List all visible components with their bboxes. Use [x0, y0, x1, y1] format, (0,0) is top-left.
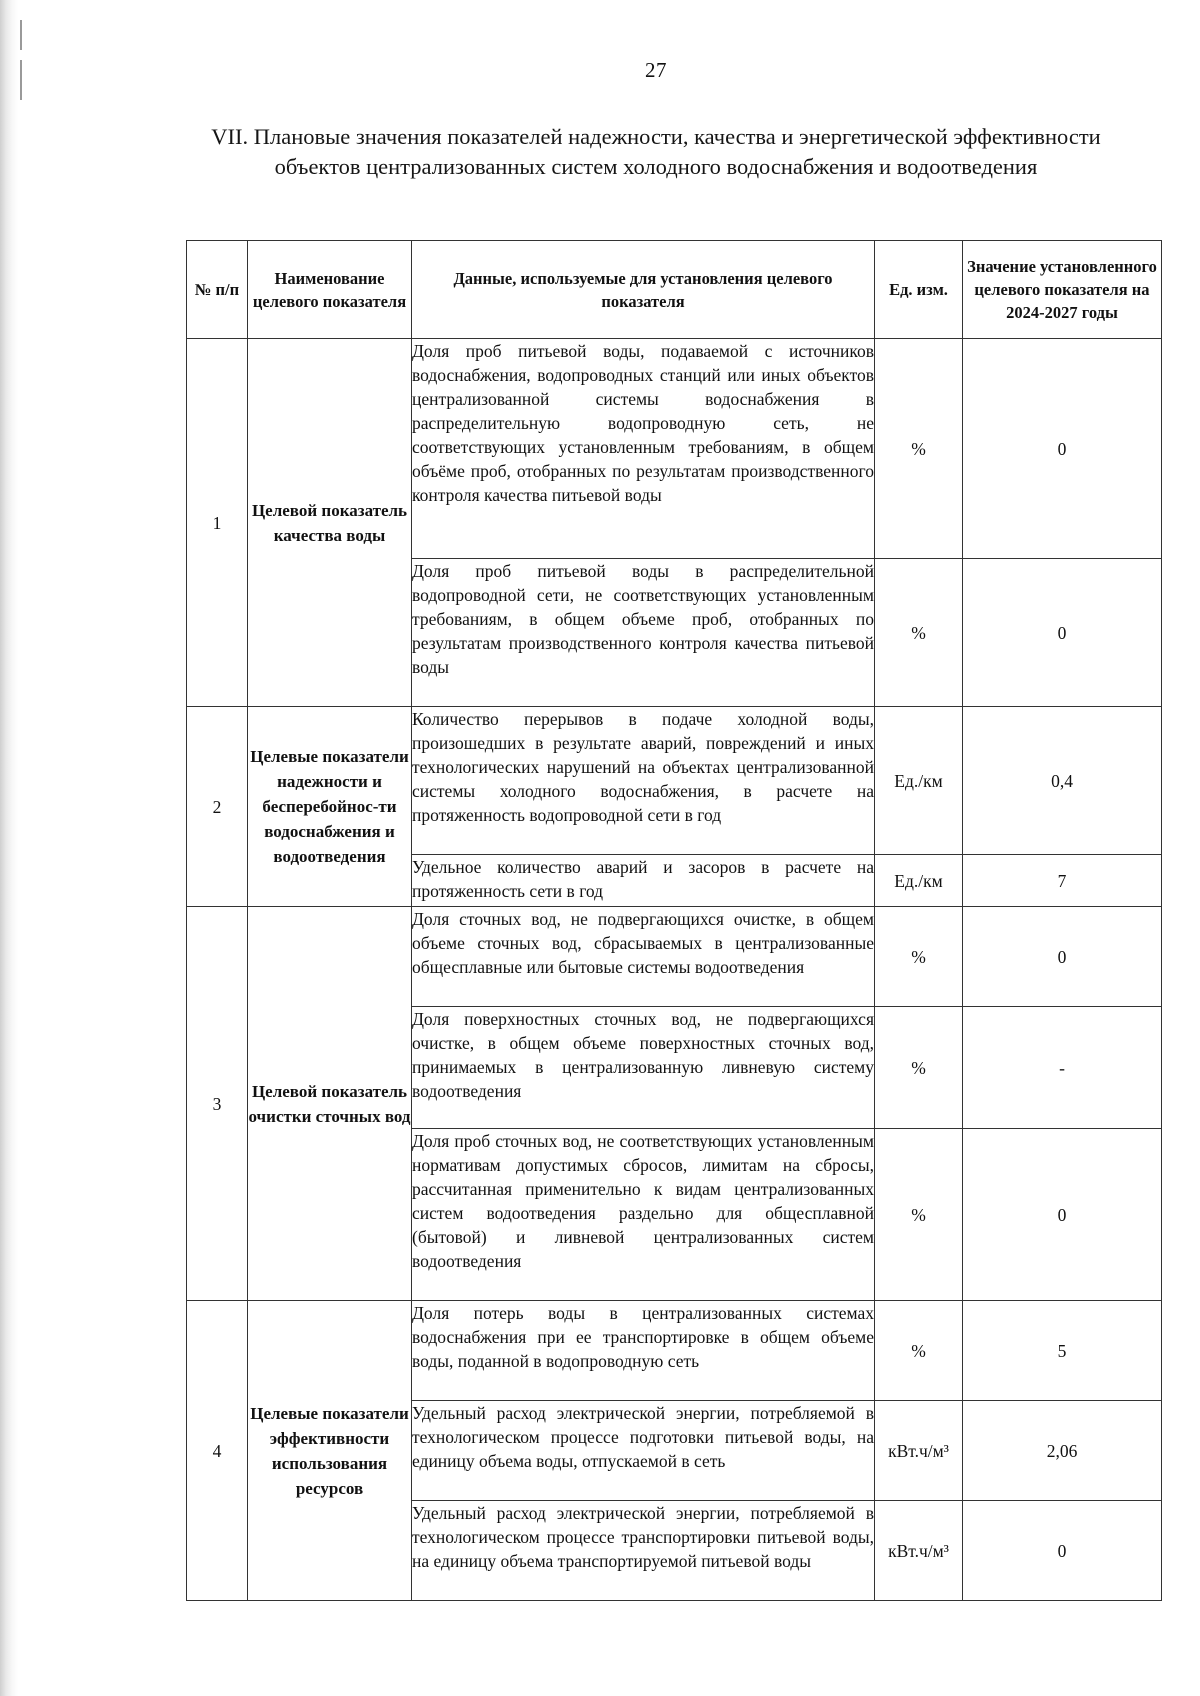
group-2-name: Целевые показатели надежности и бесперебойнос-ти водоснабжения и водоотведения [248, 707, 412, 907]
row-3-1-value: 0 [963, 907, 1162, 1007]
group-1-number: 1 [187, 339, 248, 707]
row-2-1-description: Количество перерывов в подаче холодной воды, произошедших в результате аварий, повреждений и иных технологических нарушений на объектах централизованной системы холодного водоснабжения, в расчете на протяженность водопроводной сети в год [412, 707, 875, 855]
header-data: Данные, используемые для установления целевого показателя [412, 241, 875, 339]
row-4-2-unit: кВт.ч/м³ [875, 1401, 963, 1501]
row-1-2-description: Доля проб питьевой воды в распределительной водопроводной сети, не соответствующих установленным требованиям, в общем объеме проб, отобранных по результатам производственного контроля качества питьевой воды [412, 559, 875, 707]
row-1-2-value: 0 [963, 559, 1162, 707]
group-4-name: Целевые показатели эффективности использования ресурсов [248, 1301, 412, 1601]
page-number: 27 [645, 58, 667, 82]
row-1-1-value: 0 [963, 339, 1162, 559]
row-2-2-description: Удельное количество аварий и засоров в расчете на протяженность сети в год [412, 855, 875, 907]
group-1-name: Целевой показатель качества воды [248, 339, 412, 707]
row-3-2-description: Доля поверхностных сточных вод, не подвергающихся очистке, в общем объеме поверхностных сточных вод, принимаемых в централизованную ливневую систему водоотведения [412, 1007, 875, 1129]
header-unit: Ед. изм. [875, 241, 963, 339]
row-4-1-unit: % [875, 1301, 963, 1401]
row-2-2-value: 7 [963, 855, 1162, 907]
row-4-3-description: Удельный расход электрической энергии, потребляемой в технологическом процессе транспортировки питьевой воды, на единицу объема транспортируемой питьевой воды [412, 1501, 875, 1601]
header-name: Наименование целевого показателя [248, 241, 412, 339]
row-4-3-unit: кВт.ч/м³ [875, 1501, 963, 1601]
group-2-number: 2 [187, 707, 248, 907]
row-4-1-value: 5 [963, 1301, 1162, 1401]
table-row [187, 907, 1162, 1007]
table-row [187, 339, 1162, 559]
row-4-2-value: 2,06 [963, 1401, 1162, 1501]
row-4-3-value: 0 [963, 1501, 1162, 1601]
row-2-1-unit: Ед./км [875, 707, 963, 855]
scan-artifact-mark [20, 20, 22, 50]
row-3-3-unit: % [875, 1129, 963, 1301]
section-title: VII. Плановые значения показателей надежности, качества и энергетической эффективности объектов централизованных систем холодного водоснабжения и водоотведения [211, 124, 1101, 179]
table-row [187, 1301, 1162, 1401]
row-3-1-description: Доля сточных вод, не подвергающихся очистке, в общем объеме сточных вод, сбрасываемых в централизованные общесплавные или бытовые системы водоотведения [412, 907, 875, 1007]
group-3-name: Целевой показатель очистки сточных вод [248, 907, 412, 1301]
group-4-number: 4 [187, 1301, 248, 1601]
target-indicators-table [186, 240, 1162, 1601]
row-3-1-unit: % [875, 907, 963, 1007]
row-3-2-value: - [963, 1007, 1162, 1129]
row-3-3-description: Доля проб сточных вод, не соответствующих установленным нормативам допустимых сбросов, лимитам на сбросы, рассчитанная применительно к видам централизованных систем водоотведения раздельно для общесплавной (бытовой) и ливневой централизованных систем водоотведения [412, 1129, 875, 1301]
row-2-1-value: 0,4 [963, 707, 1162, 855]
header-num: № п/п [187, 241, 248, 339]
row-4-2-description: Удельный расход электрической энергии, потребляемой в технологическом процессе подготовки питьевой воды, на единицу объема воды, отпускаемой в сеть [412, 1401, 875, 1501]
table-row [187, 707, 1162, 855]
row-4-1-description: Доля потерь воды в централизованных системах водоснабжения при ее транспортировке в общем объеме воды, поданной в водопроводную сеть [412, 1301, 875, 1401]
scan-margin-shadow [0, 0, 18, 1696]
row-2-2-unit: Ед./км [875, 855, 963, 907]
row-1-1-description: Доля проб питьевой воды, подаваемой с источников водоснабжения, водопроводных станций или иных объектов централизованной системы водоснабжения в распределительную водопроводную сеть, не соответствующих установленным требованиям, в общем объёме проб, отобранных по результатам производственного контроля качества питьевой воды [412, 339, 875, 559]
header-value: Значение установленного целевого показателя на 2024-2027 годы [963, 241, 1162, 339]
table-header-row [187, 241, 1162, 339]
row-1-1-unit: % [875, 339, 963, 559]
row-1-2-unit: % [875, 559, 963, 707]
group-3-number: 3 [187, 907, 248, 1301]
row-3-3-value: 0 [963, 1129, 1162, 1301]
row-3-2-unit: % [875, 1007, 963, 1129]
